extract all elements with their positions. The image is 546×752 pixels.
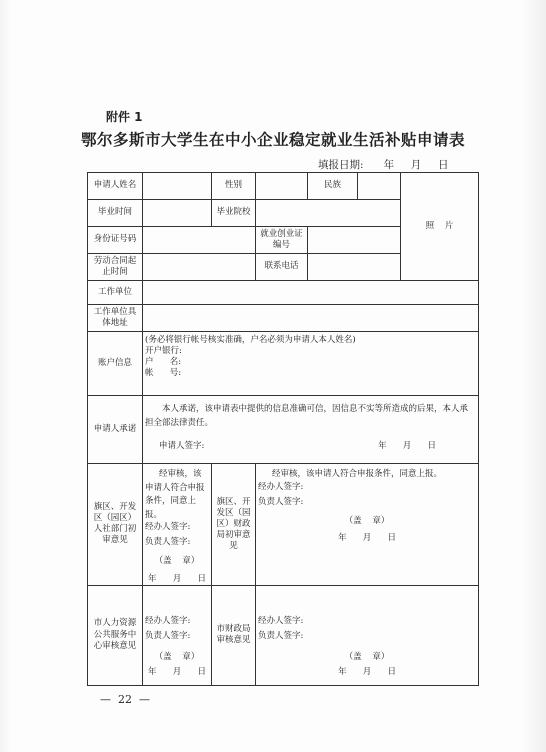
city-hr-label: 市人力资源公共服务中心审核意见 <box>88 585 143 685</box>
graduation-time-label: 毕业时间 <box>88 200 143 227</box>
city-fin-opinion[interactable] <box>256 585 479 685</box>
holder-label: 户 名: <box>145 357 182 368</box>
gender-label: 性别 <box>212 173 256 200</box>
form-title: 鄂尔多斯市大学生在中小企业稳定就业生活补贴申请表 <box>80 130 465 149</box>
district-hr-leader-sign: 负责人签字: <box>145 537 191 548</box>
city-hr-date: 年 月 日 <box>148 666 206 677</box>
attachment-label: 附件 1 <box>106 110 143 124</box>
account-note: (务必将银行帐号核实准确，户名必须为申请人本人姓名) <box>145 335 356 345</box>
city-fin-handler-sign: 经办人签字: <box>258 615 304 626</box>
id-number-field[interactable] <box>143 227 256 254</box>
promise-text: 本人承诺，该申请表中提供的信息准确可信，因信息不实等所造成的后果，本人承担全部法律责任。 <box>145 404 469 429</box>
applicant-name-label: 申请人姓名 <box>88 173 143 200</box>
district-hr-handler-sign: 经办人签字: <box>145 522 191 533</box>
district-hr-stamp: （盖 章） <box>154 556 200 567</box>
employer-label: 工作单位 <box>88 281 143 305</box>
application-form-table <box>87 172 479 686</box>
gender-field[interactable] <box>256 173 308 200</box>
city-hr-leader-sign: 负责人签字: <box>145 630 191 641</box>
account-label: 账户信息 <box>88 332 143 396</box>
district-fin-label: 旗区、开发区（园区）财政局初审意见 <box>212 464 256 586</box>
city-hr-handler-sign: 经办人签字: <box>145 615 191 626</box>
bank-label: 开户银行: <box>145 346 182 357</box>
graduation-time-field[interactable] <box>143 200 212 227</box>
contact-field[interactable] <box>308 254 401 281</box>
district-hr-opinion[interactable] <box>143 464 212 586</box>
district-fin-leader-sign: 负责人签字: <box>258 496 304 507</box>
contract-field[interactable] <box>143 254 256 281</box>
district-fin-stamp: （盖 章） <box>344 515 390 526</box>
fill-date: 填报日期: 年 月 日 <box>318 159 449 171</box>
photo-label: 照 片 <box>425 220 454 231</box>
district-hr-text: 经审核，该申请人符合申报条件，同意上报。 <box>145 469 205 520</box>
city-fin-label: 市财政局审核意见 <box>212 585 256 685</box>
employer-address-label: 工作单位具体地址 <box>88 305 143 332</box>
promise-label: 申请人承诺 <box>88 396 143 464</box>
city-fin-date: 年 月 日 <box>338 666 396 677</box>
promise-date: 年 月 日 <box>378 440 437 451</box>
city-fin-stamp: （盖 章） <box>344 651 390 662</box>
account-no-label: 帐 号: <box>145 368 182 379</box>
district-fin-opinion[interactable] <box>256 464 479 586</box>
applicant-sign-label: 申请人签字: <box>159 440 205 451</box>
city-hr-opinion[interactable] <box>143 585 212 685</box>
employer-address-field[interactable] <box>143 305 479 332</box>
ethnicity-label: 民族 <box>308 173 358 200</box>
id-number-label: 身份证号码 <box>88 227 143 254</box>
promise-cell[interactable] <box>143 396 479 464</box>
district-hr-label: 旗区、开发区（园区）人社部门初审意见 <box>88 464 143 586</box>
district-fin-text: 经审核，该申请人符合申报条件，同意上报。 <box>272 469 443 479</box>
ethnicity-field[interactable] <box>358 173 401 200</box>
page-number: — 22 — <box>100 693 150 706</box>
contract-label: 劳动合同起止时间 <box>88 254 143 281</box>
employment-cert-field[interactable] <box>308 227 401 254</box>
applicant-name-field[interactable] <box>143 173 212 200</box>
contact-label: 联系电话 <box>256 254 308 281</box>
district-fin-handler-sign: 经办人签字: <box>258 481 304 492</box>
photo-area[interactable] <box>401 173 479 281</box>
city-hr-stamp: （盖 章） <box>154 651 200 662</box>
district-hr-date: 年 月 日 <box>148 573 206 584</box>
graduation-school-field[interactable] <box>256 200 401 227</box>
employment-cert-label: 就业创业证编号 <box>256 227 308 254</box>
employer-field[interactable] <box>143 281 479 305</box>
district-fin-date: 年 月 日 <box>338 532 396 543</box>
account-field[interactable] <box>143 332 479 396</box>
city-fin-leader-sign: 负责人签字: <box>258 630 304 641</box>
graduation-school-label: 毕业院校 <box>212 200 256 227</box>
